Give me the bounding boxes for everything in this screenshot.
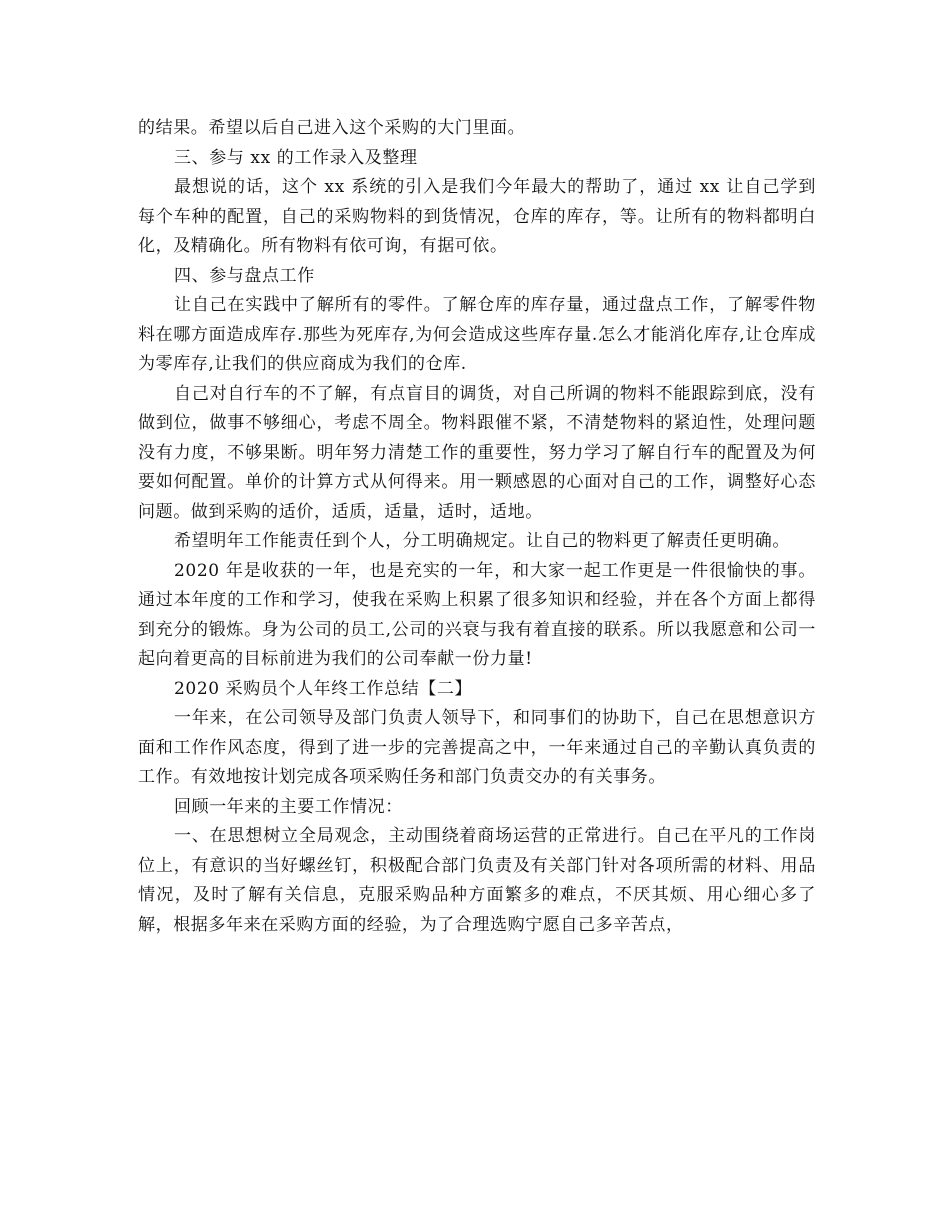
paragraph-inventory: 让自己在实践中了解所有的零件。了解仓库的库存量，通过盘点工作，了解零件物料在哪方面造成库存.那些为死库存,为何会造成这些库存量.怎么才能消化库存,让仓库成为零库存,让我们的供应商成为我们的仓库. — [138, 295, 816, 374]
document-page — [138, 114, 816, 940]
paragraph-intro-two: 一年来，在公司领导及部门负责人领导下，和同事们的协助下，自己在思想意识方面和工作作风态度，得到了进一步的完善提高之中，一年来通过自己的辛勤认真负责的工作。有效地按计划完成各项采购任务和部门负责交办的有关事务。 — [138, 708, 816, 787]
paragraph-system-intro: 最想说的话，这个 xx 系统的引入是我们今年最大的帮助了，通过 xx 让自己学到每个车种的配置，自己的采购物料的到货情况，仓库的库存，等。让所有的物料都明白化，及精确化。所有物料有依可询，有据可依。 — [138, 177, 816, 256]
paragraph-section-one: 一、在思想树立全局观念，主动围绕着商场运营的正常进行。自己在平凡的工作岗位上，有意识的当好螺丝钉，积极配合部门负责及有关部门针对各项所需的材料、用品情况，及时了解有关信息，克服采购品种方面繁多的难点，不厌其烦、用心细心多了解，根据多年来在采购方面的经验，为了合理选购宁愿自己多辛苦点， — [138, 826, 816, 935]
paragraph-self-review: 自己对自行车的不了解，有点盲目的调货，对自己所调的物料不能跟踪到底，没有做到位，做事不够细心，考虑不周全。物料跟催不紧，不清楚物料的紧迫性，处理问题没有力度，不够果断。明年努力清楚工作的重要性，努力学习了解自行车的配置及为何要如何配置。单价的计算方式从何得来。用一颗感恩的心面对自己的工作，调整好心态问题。做到采购的适价，适质，适量，适时，适地。 — [138, 383, 816, 522]
paragraph-year-summary: 2020 年是收获的一年，也是充实的一年，和大家一起工作更是一件很愉快的事。通过本年度的工作和学习，使我在采购上积累了很多知识和经验，并在各个方面上都得到充分的锻炼。身为公司的员工,公司的兴衰与我有着直接的联系。所以我愿意和公司一起向着更高的目标前进为我们的公司奉献一份力量! — [138, 560, 816, 669]
paragraph-continuation: 的结果。希望以后自己进入这个采购的大门里面。 — [138, 118, 526, 138]
document-subtitle: 2020 采购员个人年终工作总结【二】 — [174, 678, 473, 699]
section-heading-3: 三、参与 xx 的工作录入及整理 — [174, 147, 418, 168]
section-heading-review: 回顾一年来的主要工作情况： — [174, 796, 403, 817]
paragraph-next-year-hope: 希望明年工作能责任到个人，分工明确规定。让自己的物料更了解责任更明确。 — [174, 531, 790, 551]
section-heading-4: 四、参与盘点工作 — [174, 265, 315, 286]
